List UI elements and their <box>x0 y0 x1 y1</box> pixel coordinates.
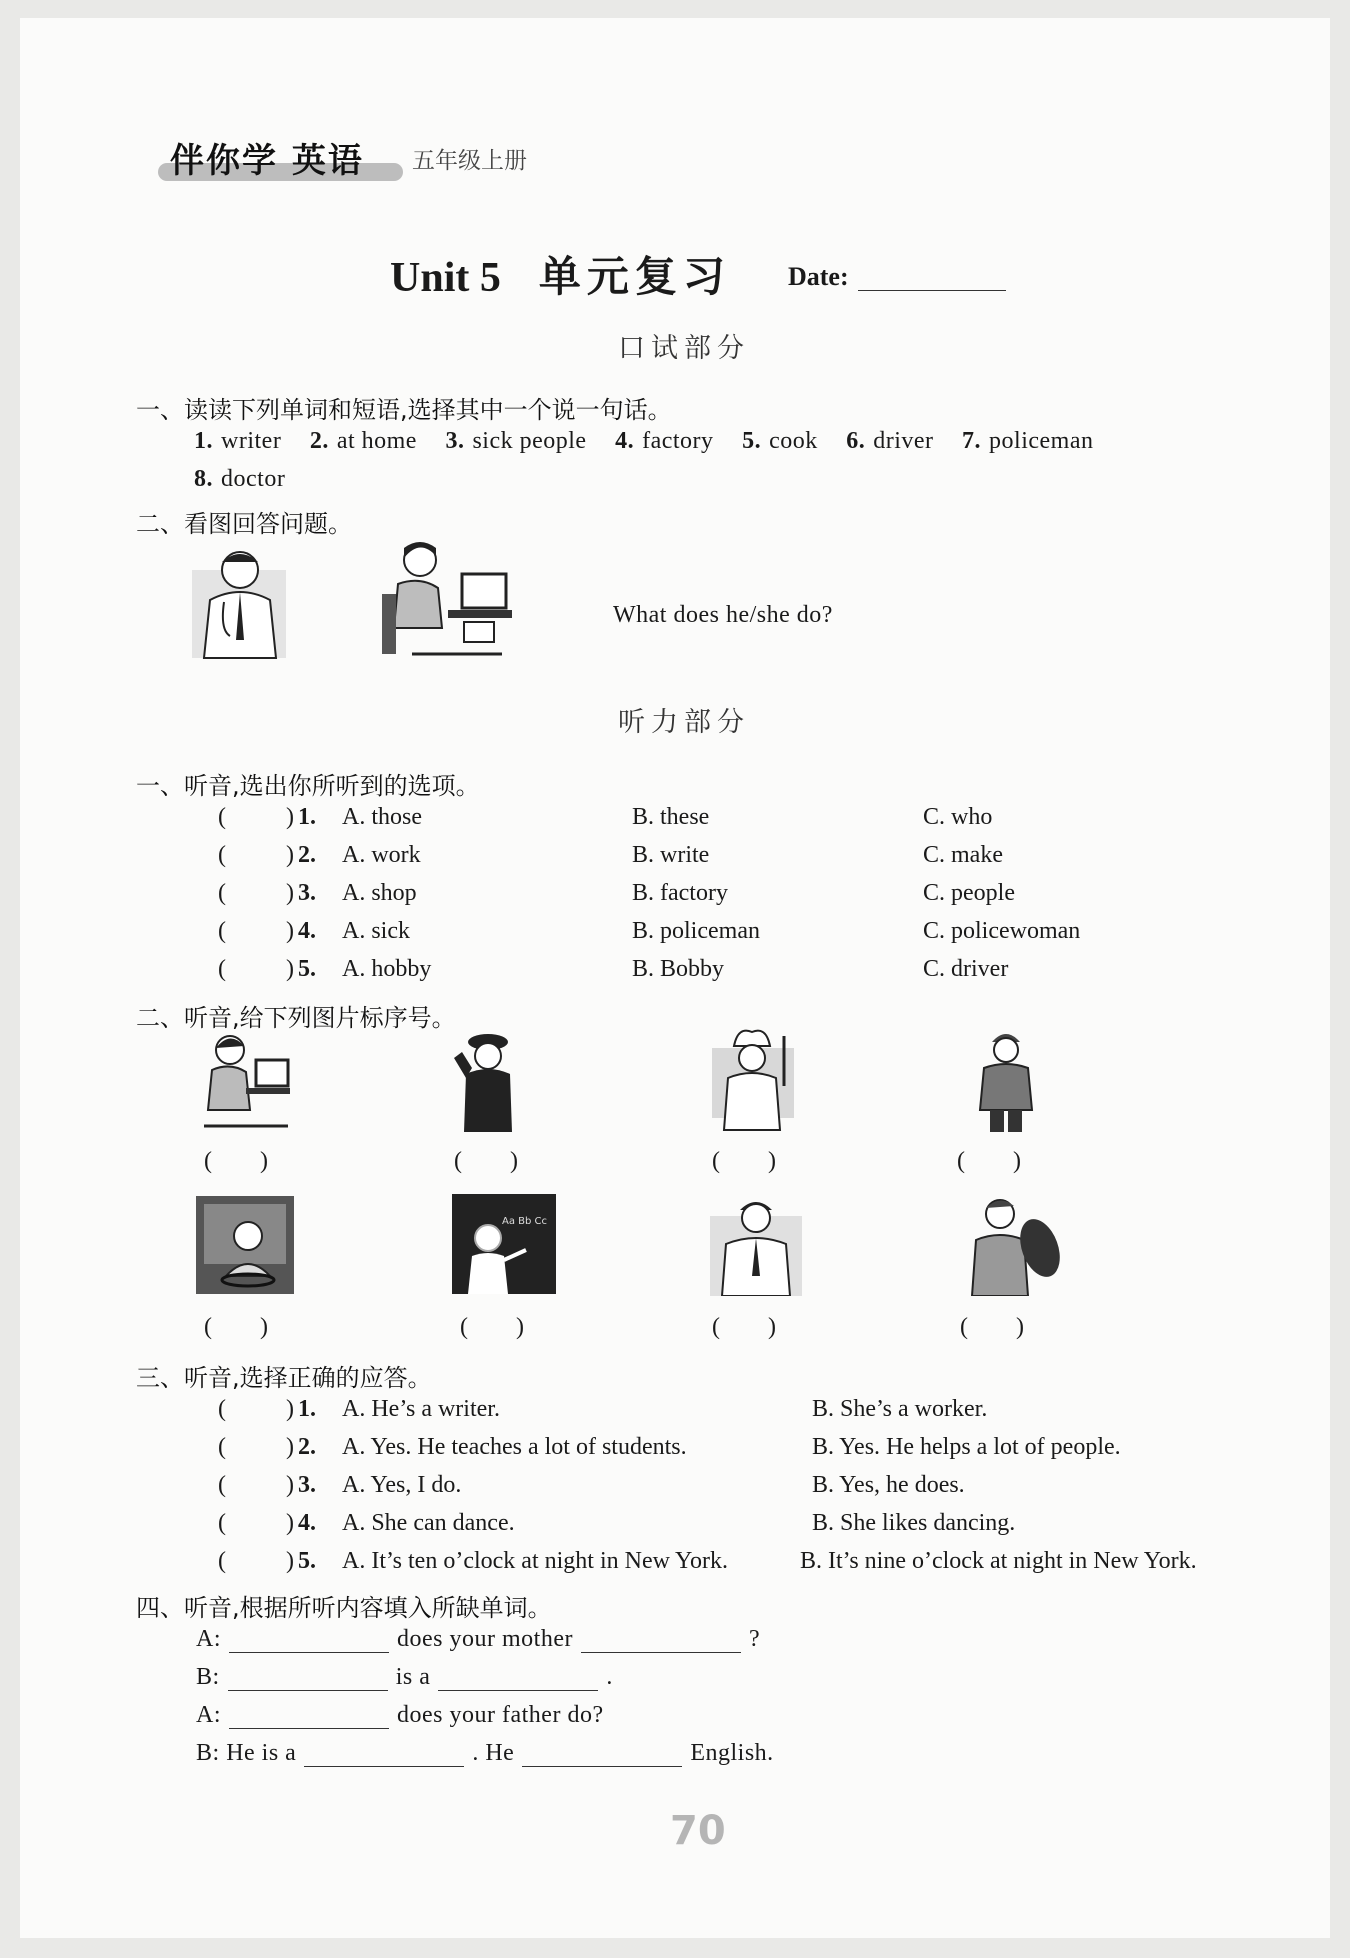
response-question-2: ( ) 2. A. Yes. He teaches a lot of students. B. Yes. He helps a lot of people. <box>218 1434 1121 1460</box>
fill-blank[interactable] <box>229 1706 389 1729</box>
fill-blank[interactable] <box>438 1668 598 1691</box>
fill-blank[interactable] <box>581 1630 741 1653</box>
writer-picture <box>194 1030 290 1130</box>
choice-question-4: ( ) 4. A. sick B. policeman C. policewoman <box>218 918 1081 944</box>
doctor-picture <box>190 540 290 660</box>
picture-number-blank-6[interactable]: ( ) <box>460 1314 524 1340</box>
word-item-2: 2. at home <box>309 428 417 454</box>
fill-blank[interactable] <box>229 1630 389 1653</box>
oral-section-1-title: 一、读读下列单词和短语,选择其中一个说一句话。 <box>136 396 672 424</box>
picture-number-blank-8[interactable]: ( ) <box>960 1314 1024 1340</box>
option-a[interactable]: A. work <box>342 842 421 868</box>
page-number: 70 <box>670 1808 726 1854</box>
date-field[interactable] <box>858 290 1006 291</box>
word-item-6: 6. driver <box>846 428 934 454</box>
brand-title: 伴你学 英语 <box>170 141 364 181</box>
fill-blank[interactable] <box>304 1744 464 1767</box>
listening-section-3-title: 三、听音,选择正确的应答。 <box>136 1364 432 1392</box>
option-a[interactable]: A. those <box>342 804 422 830</box>
option-a[interactable]: A. shop <box>342 880 417 906</box>
option-b[interactable]: B. policeman <box>632 918 760 944</box>
option-a[interactable]: A. hobby <box>342 956 432 982</box>
option-b[interactable]: B. It’s nine o’clock at night in New York. <box>800 1548 1197 1574</box>
option-b[interactable]: B. She’s a worker. <box>812 1396 988 1422</box>
dialog-line-2: B: is a . <box>196 1664 613 1690</box>
worksheet-page <box>20 18 1330 1938</box>
doctor-picture-2 <box>710 1192 802 1296</box>
response-question-1: ( ) 1. A. He’s a writer. B. She’s a worker. <box>218 1396 988 1422</box>
option-b[interactable]: B. write <box>632 842 710 868</box>
option-b[interactable]: B. these <box>632 804 710 830</box>
word-item-1: 1. writer <box>194 428 282 454</box>
option-c[interactable]: C. make <box>923 842 1003 868</box>
option-a[interactable]: A. It’s ten o’clock at night in New York. <box>342 1548 728 1574</box>
dialog-line-3: A: does your father do? <box>196 1702 604 1728</box>
choice-question-1: ( ) 1. A. those B. these C. who <box>218 804 993 830</box>
driver-picture <box>196 1196 294 1294</box>
option-a[interactable]: A. He’s a writer. <box>342 1396 500 1422</box>
fill-blank[interactable] <box>522 1744 682 1767</box>
word-list <box>194 428 1294 455</box>
response-question-5: ( ) 5. A. It’s ten o’clock at night in New York. B. It’s nine o’clock at night in New York. <box>218 1548 1197 1574</box>
choice-question-3: ( ) 3. A. shop B. factory C. people <box>218 880 1015 906</box>
choice-question-2: ( ) 2. A. work B. write C. make <box>218 842 1003 868</box>
date-label: Date: <box>788 262 849 291</box>
dialog-line-4: B: He is a . He English. <box>196 1740 774 1766</box>
listening-section-2-title: 二、听音,给下列图片标序号。 <box>136 1004 456 1032</box>
option-c[interactable]: C. people <box>923 880 1015 906</box>
brand-logo <box>150 133 400 185</box>
listening-section-1-title: 一、听音,选出你所听到的选项。 <box>136 772 480 800</box>
option-b[interactable]: B. Bobby <box>632 956 725 982</box>
writer-computer-picture <box>372 538 512 662</box>
picture-number-blank-3[interactable]: ( ) <box>712 1148 776 1174</box>
page-title <box>390 244 731 304</box>
response-question-3: ( ) 3. A. Yes, I do. B. Yes, he does. <box>218 1472 965 1498</box>
option-b[interactable]: B. Yes, he does. <box>812 1472 965 1498</box>
picture-number-blank-2[interactable]: ( ) <box>454 1148 518 1174</box>
word-item-3: 3. sick people <box>445 428 587 454</box>
svg-text:Aa Bb Cc: Aa Bb Cc <box>502 1216 548 1227</box>
picture-number-blank-4[interactable]: ( ) <box>957 1148 1021 1174</box>
response-question-4: ( ) 4. A. She can dance. B. She likes dancing. <box>218 1510 1016 1536</box>
option-a[interactable]: A. sick <box>342 918 410 944</box>
grade-label: 五年级上册 <box>412 148 527 174</box>
unit-name: 单元复习 <box>538 252 731 301</box>
choice-question-5: ( ) 5. A. hobby B. Bobby C. driver <box>218 956 1009 982</box>
option-c[interactable]: C. driver <box>923 956 1009 982</box>
option-c[interactable]: C. policewoman <box>923 918 1081 944</box>
word-item-4: 4. factory <box>615 428 714 454</box>
option-c[interactable]: C. who <box>923 804 993 830</box>
word-item-5: 5. cook <box>742 428 818 454</box>
option-b[interactable]: B. Yes. He helps a lot of people. <box>812 1434 1121 1460</box>
cook-picture <box>708 1026 798 1132</box>
picture-number-blank-5[interactable]: ( ) <box>204 1314 268 1340</box>
dialog-line-1: A: does your mother ? <box>196 1626 761 1652</box>
oral-section-2-title: 二、看图回答问题。 <box>136 510 352 538</box>
fill-blank[interactable] <box>228 1668 388 1691</box>
word-item-7: 7. policeman <box>962 428 1094 454</box>
option-a[interactable]: A. Yes, I do. <box>342 1472 462 1498</box>
farmer-picture <box>960 1192 1064 1296</box>
word-item-8: 8. doctor <box>194 466 286 492</box>
listening-section-4-title: 四、听音,根据所听内容填入所缺单词。 <box>136 1594 552 1622</box>
unit-number: Unit 5 <box>390 255 501 301</box>
policeman-picture <box>448 1028 528 1134</box>
teacher-picture <box>452 1194 556 1294</box>
option-a[interactable]: A. Yes. He teaches a lot of students. <box>342 1434 687 1460</box>
picture-number-blank-7[interactable]: ( ) <box>712 1314 776 1340</box>
worker-picture <box>968 1026 1044 1134</box>
option-a[interactable]: A. She can dance. <box>342 1510 515 1536</box>
option-b[interactable]: B. factory <box>632 880 728 906</box>
option-b[interactable]: B. She likes dancing. <box>812 1510 1016 1536</box>
oral-heading: 口试部分 <box>618 333 750 364</box>
oral-question: What does he/she do? <box>613 602 833 628</box>
picture-number-blank-1[interactable]: ( ) <box>204 1148 268 1174</box>
listening-heading: 听力部分 <box>618 707 750 738</box>
